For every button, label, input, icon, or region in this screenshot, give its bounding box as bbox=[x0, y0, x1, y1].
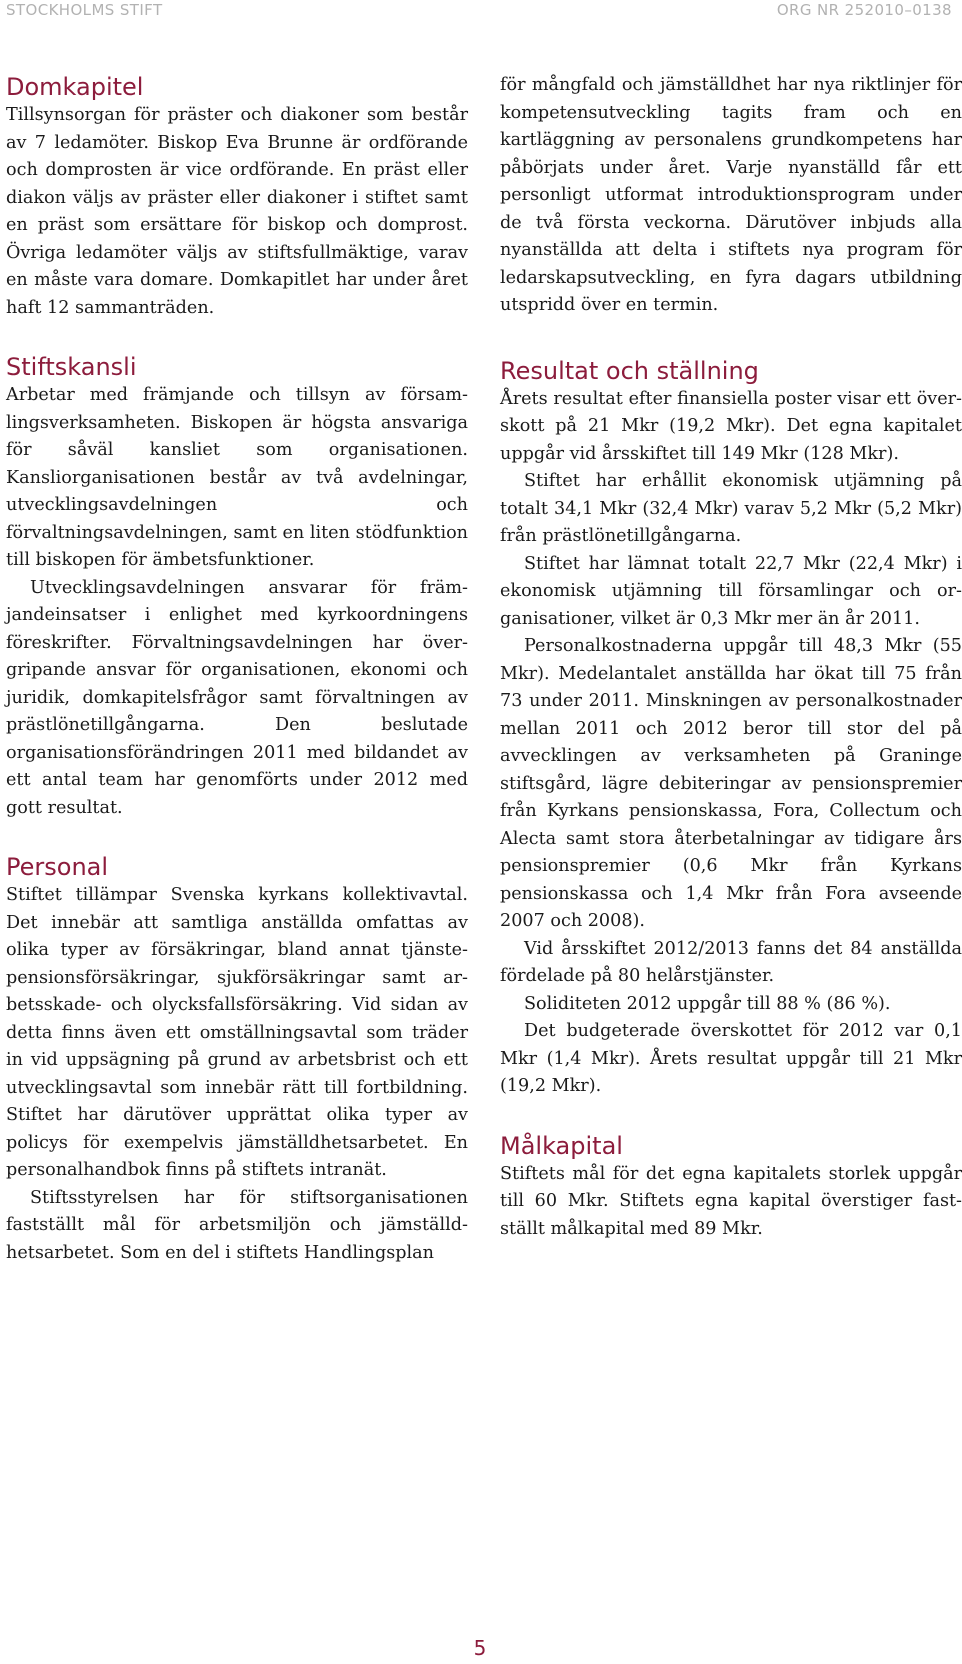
paragraph: Stiftet har lämnat totalt 22,7 Mkr (22,4 Mkr) i ekonomisk utjämning till församlingar och organisationer, vilket är 0,3 Mkr mer än år 2011. bbox=[500, 553, 962, 629]
right-column bbox=[500, 72, 962, 1273]
section-domkapitel bbox=[6, 72, 468, 322]
header-org-number: ORG NR 252010–0138 bbox=[776, 1, 952, 19]
heading-domkapitel: Domkapitel bbox=[6, 73, 144, 101]
paragraph: Soliditeten 2012 uppgår till 88 % (86 %). bbox=[524, 993, 891, 1014]
paragraph: Personalkostnaderna uppgår till 48,3 Mkr (55 Mkr). Medelantalet anställda har ökat till 75 från 73 under 2011. Minskningen av personalkostnader mellan 2011 och 2012 beror till stor del på avvecklingen av verksamheten på Graninge stiftsgård, lägre debiteringar av pensionspremier från Kyrkans pensionskassa, Fora, Collectum och Alecta samt stora återbetalningar av tidigare års pensionspremier (0,6 Mkr från Kyrkans pensionskassa och 1,4 Mkr från Fora avseende 2007 och 2008). bbox=[500, 636, 962, 931]
section-resultat bbox=[500, 356, 962, 1101]
section-personal bbox=[6, 852, 468, 1267]
paragraph: Årets resultat efter finansiella poster visar ett överskott på 21 Mkr (19,2 Mkr). Det egna kapitalet uppgår vid årsskiftet till 149 Mkr (128 Mkr). bbox=[500, 388, 962, 464]
heading-malkapital: Målkapital bbox=[500, 1131, 623, 1160]
heading-personal: Personal bbox=[6, 853, 109, 881]
paragraph: Stiftsstyrelsen har för stiftsorganisationen fastställt mål för arbetsmiljön och jämställdhetsarbetet. Som en del i stiftets Handlingsplan bbox=[6, 1187, 468, 1263]
paragraph: Stiftet har erhållit ekonomisk utjämning på totalt 34,1 Mkr (32,4 Mkr) varav 5,2 Mkr (5,2 Mkr) från prästlönetillgångarna. bbox=[500, 471, 962, 546]
heading-stiftskansli: Stiftskansli bbox=[6, 353, 137, 381]
paragraph: Arbetar med främjande och tillsyn av församlingsverksamheten. Biskopen är högsta ansvariga för såväl kansliet som organisationen. Kansliorganisationen består av två avdelningar, utvecklingsavdelningen och förvaltningsavdelningen, samt en liten stödfunktion till biskopen för ämbetsfunktioner. bbox=[6, 385, 468, 570]
paragraph: Utvecklingsavdelningen ansvarar för främjandeinsatser i enlighet med kyrkoordningens föreskrifter. Förvaltningsavdelningen har övergripande ansvar för organisationen, ekonomi och juridik, domkapitelsfrågor samt förvaltningen av prästlönetillgångarna. Den beslutade organisationsförändringen 2011 med bildandet av ett antal team har genomförts under 2012 med gott resultat. bbox=[6, 577, 468, 818]
paragraph: för mångfald och jämställdhet har nya riktlinjer för kompetensutveckling tagits fram och en kartläggning av personalens grundkompetens har påbörjats under året. Varje nyanställd får ett personligt utformat introduktionsprogram under de två första veckorna. Därutöver inbjuds alla nyanställda att delta i stiftets nya program för ledarskapsutveckling, en fyra dagars utbildning utspridd över en termin. bbox=[500, 75, 962, 315]
header-organization: STOCKHOLMS STIFT bbox=[6, 1, 163, 19]
page-header bbox=[0, 0, 960, 22]
heading-resultat: Resultat och ställning bbox=[500, 356, 759, 385]
paragraph: Vid årsskiftet 2012/2013 fanns det 84 anställda fördelade på 80 helårstjänster. bbox=[500, 938, 962, 986]
section-malkapital bbox=[500, 1131, 962, 1244]
section-stiftskansli bbox=[6, 352, 468, 822]
paragraph: Stiftets mål för det egna kapitalets storlek uppgår till 60 Mkr. Stiftets egna kapital överstiger fastställt målkapital med 89 Mkr. bbox=[500, 1163, 962, 1239]
paragraph: Stiftet tillämpar Svenska kyrkans kollektivavtal. Det innebär att samtliga anställda omfattas av olika typer av försäkringar, bland annat tjänstepensionsförsäkringar, sjukförsäkringar samt arbetsskade- och olycksfallsförsäkring. Vid sidan av detta finns även ett omställningsavtal som träder in vid uppsägning på grund av arbetsbrist och ett utvecklingsavtal som innebär rätt till fortbildning. Stiftet har därutöver upprättat olika typer av policys för exempelvis jämställdhetsarbetet. En personalhandbok finns på stiftets intranät. bbox=[6, 885, 468, 1180]
section-personal-continued bbox=[500, 72, 962, 320]
page-number: 5 bbox=[473, 1636, 487, 1660]
left-column bbox=[6, 72, 468, 1297]
paragraph: Det budgeterade överskottet för 2012 var 0,1 Mkr (1,4 Mkr). Årets resultat uppgår till 21 Mkr (19,2 Mkr). bbox=[500, 1021, 962, 1096]
paragraph: Tillsynsorgan för präster och diakoner som består av 7 ledamöter. Biskop Eva Brunne är ordförande och domprosten är vice ordförande. En präst eller diakon väljs av präster eller diakoner i stiftet samt en präst som ersättare för biskop och domprost. Övriga ledamöter väljs av stiftsfullmäktige, varav en måste vara domare. Domkapitlet har under året haft 12 sammanträden. bbox=[6, 105, 468, 318]
